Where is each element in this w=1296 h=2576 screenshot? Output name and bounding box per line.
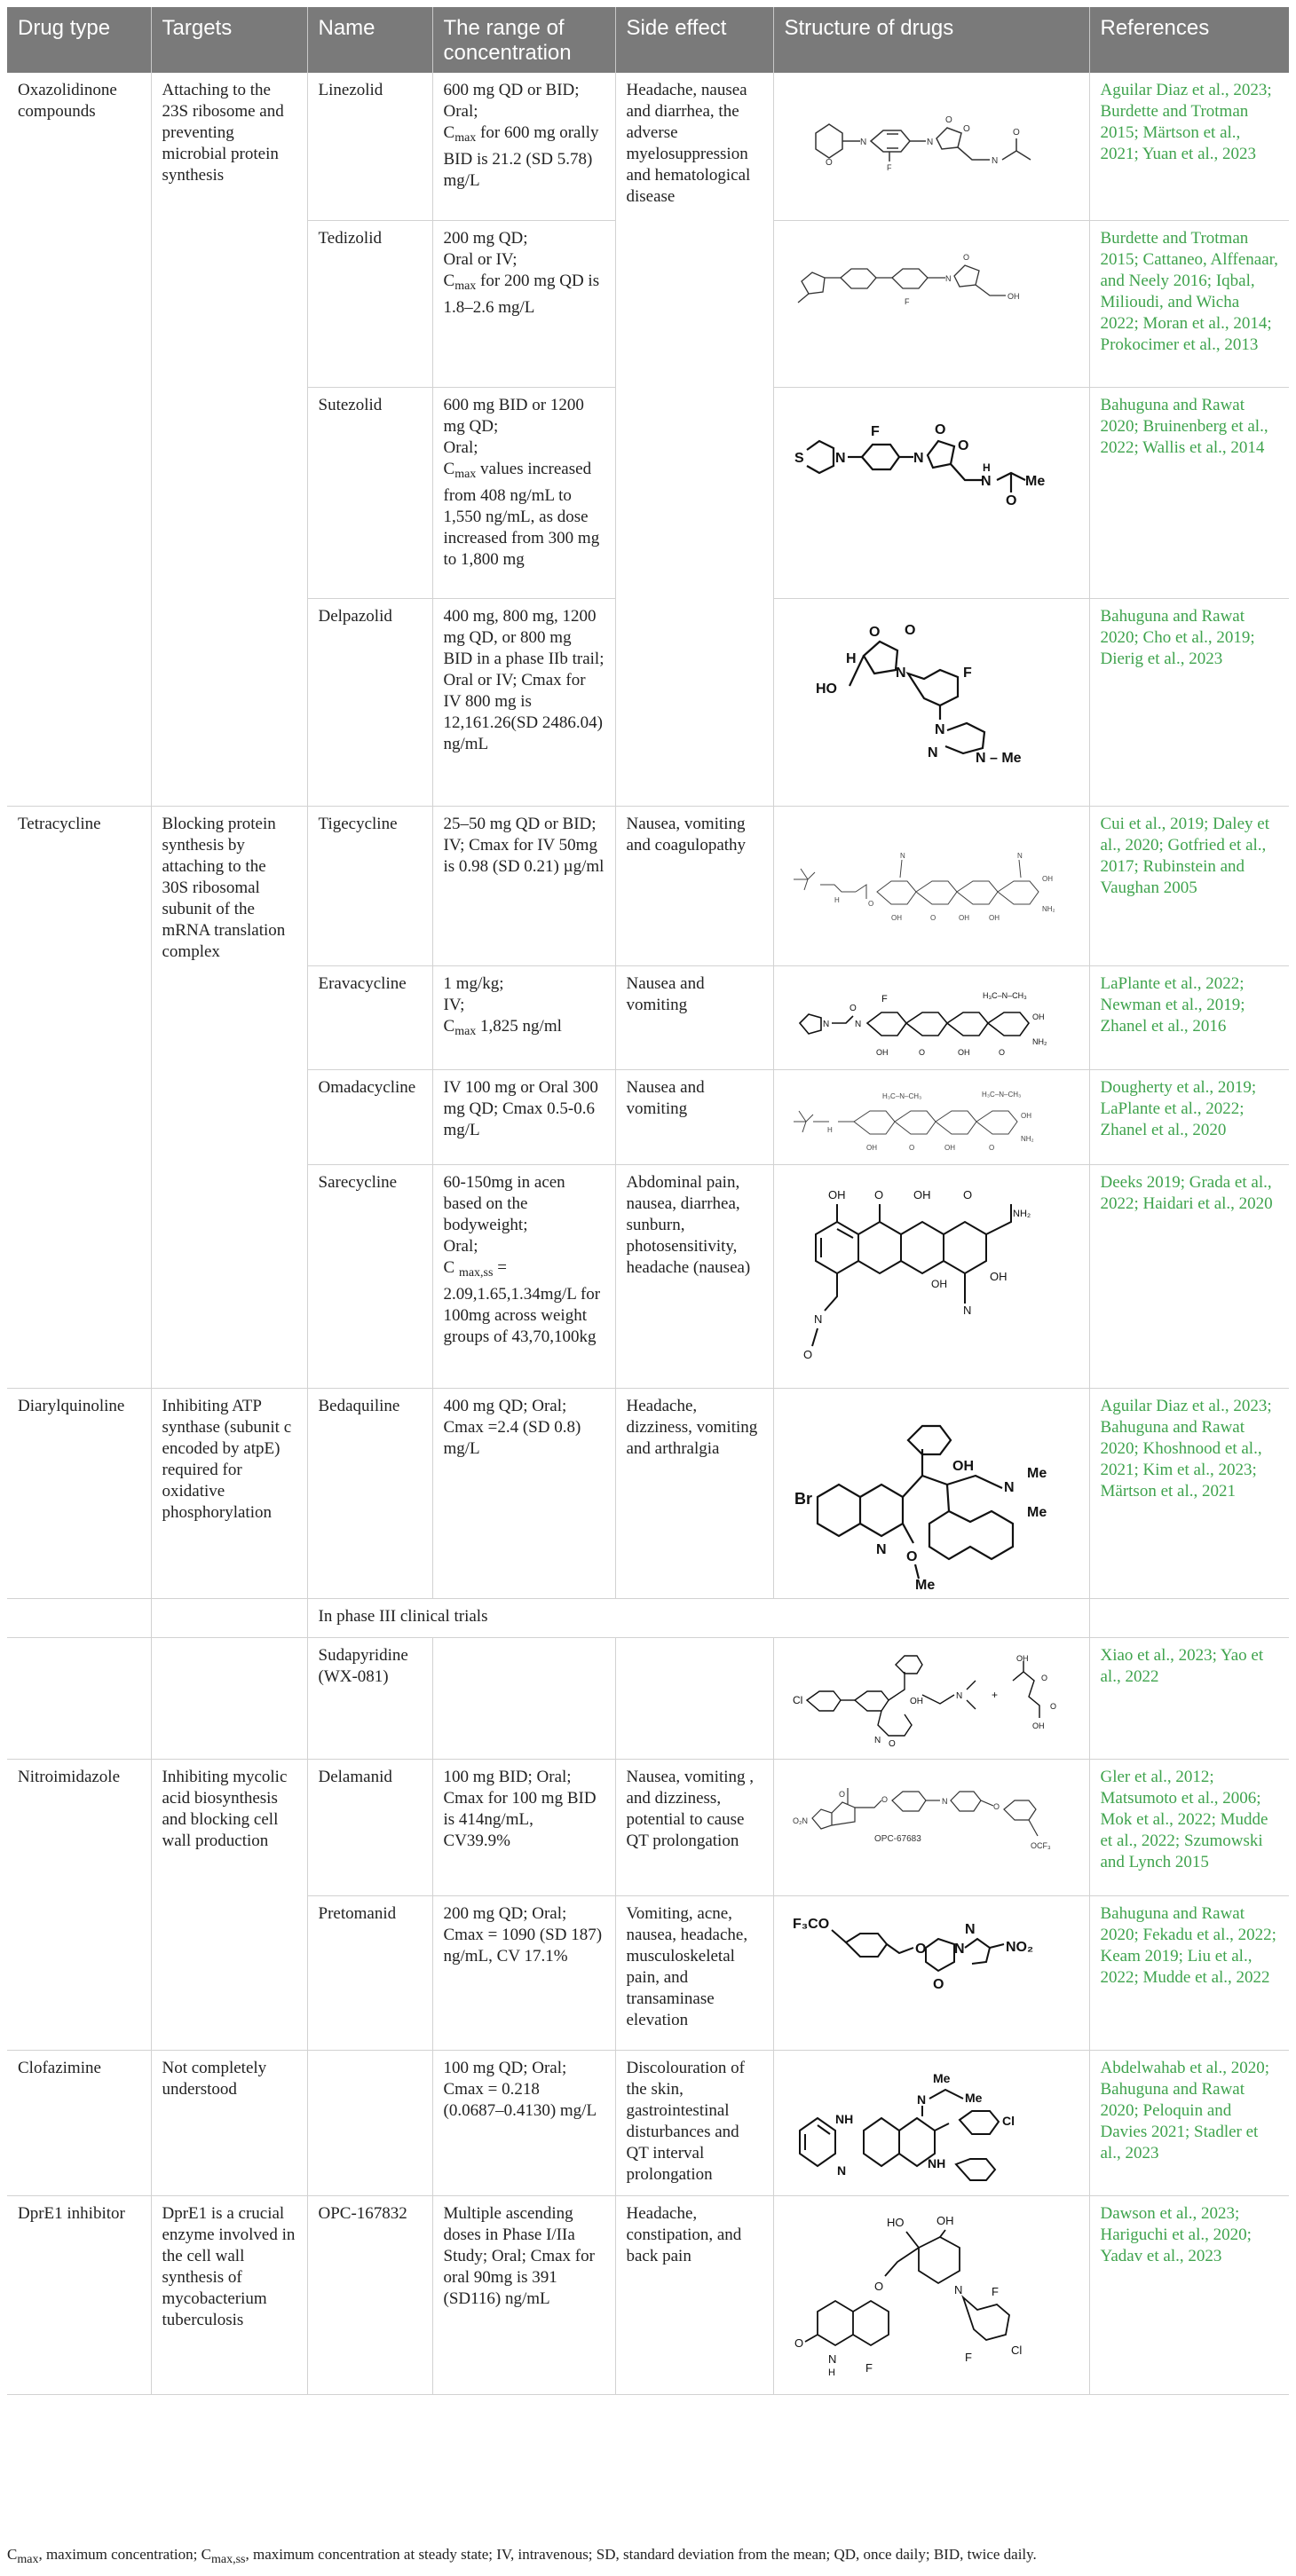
svg-text:F: F [865, 2360, 873, 2375]
side-effect-cell: Nausea and vomiting [615, 1069, 773, 1164]
svg-text:Me: Me [1027, 1465, 1047, 1481]
target-cell: Inhibiting ATP synthase (subunit c encoded by atpE) required for oxidative phosphorylation [151, 1388, 307, 1598]
svg-text:Cl: Cl [793, 1693, 803, 1706]
target-cell: Inhibiting mycolic acid biosynthesis and blocking cell wall production [151, 1759, 307, 2050]
svg-text:+: + [992, 1688, 999, 1701]
svg-text:O: O [915, 1941, 927, 1957]
svg-text:OH: OH [866, 1143, 877, 1152]
drug-name: Omadacycline [307, 1069, 432, 1164]
svg-text:F: F [881, 993, 888, 1004]
sutezolid-structure-image [789, 404, 1073, 510]
target-cell: Attaching to the 23S ribosome and preventing microbial protein synthesis [151, 73, 307, 806]
svg-text:O: O [794, 2336, 804, 2350]
svg-text:N: N [992, 156, 999, 166]
header-row [7, 7, 1289, 73]
svg-text:NH₂: NH₂ [1021, 1134, 1034, 1143]
delamanid-structure-label: OPC-67683 [874, 1833, 921, 1844]
structure-cell [773, 1164, 1089, 1388]
svg-text:OH: OH [958, 1047, 970, 1057]
drug-type-cell: Oxazolidinone compounds [7, 73, 151, 806]
svg-text:Me: Me [915, 1577, 936, 1591]
concentration-cell: 200 mg QD; Oral or IV; $C_{max}$ for 200 mg QD is 1.8–2.6 mg/L [432, 220, 615, 387]
svg-text:F: F [887, 163, 892, 172]
svg-text:OH: OH [1021, 1111, 1031, 1120]
svg-text:H₃C–N–CH₃: H₃C–N–CH₃ [882, 1091, 922, 1100]
references-cell[interactable]: Gler et al., 2012; Matsumoto et al., 2006; Mok et al., 2022; Mudde et al., 2022; Szumowski and Lynch 2015 [1089, 1759, 1289, 1895]
svg-text:N: N [954, 1941, 965, 1957]
concentration-cell: IV 100 mg or Oral 300 mg QD; Cmax 0.5-0.6 mg/L [432, 1069, 615, 1164]
svg-text:N: N [981, 473, 992, 489]
empty-cell [1089, 1598, 1289, 1637]
svg-text:O: O [993, 1801, 1000, 1811]
drug-table [7, 7, 1289, 2395]
svg-text:H: H [834, 895, 840, 904]
structure-cell [773, 806, 1089, 965]
svg-text:H₃C–N–CH₃: H₃C–N–CH₃ [982, 1090, 1022, 1099]
svg-text:NO₂: NO₂ [1006, 1939, 1034, 1955]
svg-text:O: O [874, 2279, 884, 2293]
svg-text:N: N [1004, 1479, 1015, 1495]
svg-text:O: O [881, 1794, 889, 1804]
col-header-drug-type: Drug type [7, 7, 151, 73]
svg-text:O: O [839, 1789, 846, 1799]
references-cell[interactable]: Bahuguna and Rawat 2020; Bruinenberg et al., 2022; Wallis et al., 2014 [1089, 387, 1289, 598]
svg-text:Me: Me [933, 2070, 951, 2085]
side-effect-cell: Headache, constipation, and back pain [615, 2195, 773, 2394]
concentration-cell: 200 mg QD; Oral; Cmax = 1090 (SD 187) ng/mL, CV 17.1% [432, 1895, 615, 2050]
structure-cell [773, 2050, 1089, 2195]
svg-text:O: O [958, 437, 969, 453]
svg-text:N: N [963, 1303, 972, 1317]
phase-note: In phase III clinical trials [307, 1598, 1089, 1637]
side-effect-cell: Abdominal pain, nausea, diarrhea, sunburn, photosensitivity, headache (nausea) [615, 1164, 773, 1388]
svg-text:O: O [963, 252, 970, 262]
structure-cell [773, 1759, 1089, 1895]
svg-text:Cl: Cl [1011, 2343, 1023, 2357]
concentration-cell: Multiple ascending doses in Phase I/IIa Study; Oral; Cmax for oral 90mg is 391 (SD116) ng/mL [432, 2195, 615, 2394]
svg-text:N: N [860, 138, 867, 147]
omadacycline-structure-image [785, 1086, 1078, 1157]
structure-cell [773, 73, 1089, 220]
eravacycline-structure-image [789, 982, 1073, 1062]
drug-type-cell: Nitroimidazole [7, 1759, 151, 2050]
svg-text:H₃C–N–CH₃: H₃C–N–CH₃ [983, 990, 1027, 1000]
svg-text:OH: OH [876, 1047, 889, 1057]
svg-text:O₂N: O₂N [793, 1816, 808, 1825]
svg-text:F: F [963, 665, 972, 681]
drug-name: Pretomanid [307, 1895, 432, 2050]
drug-name: Sutezolid [307, 387, 432, 598]
side-effect-cell: Discolouration of the skin, gastrointestinal disturbances and QT interval prolongation [615, 2050, 773, 2195]
svg-text:OH: OH [931, 1277, 947, 1290]
col-header-structure: Structure of drugs [773, 7, 1089, 73]
table-row [7, 806, 1289, 965]
svg-text:OH: OH [989, 913, 1000, 922]
svg-text:N: N [828, 2351, 837, 2366]
svg-text:N: N [976, 750, 986, 766]
svg-text:O: O [935, 421, 946, 437]
references-cell[interactable]: Xiao et al., 2023; Yao et al., 2022 [1089, 1637, 1289, 1759]
references-cell[interactable]: Dougherty et al., 2019; LaPlante et al., 2022; Zhanel et al., 2020 [1089, 1069, 1289, 1164]
svg-text:OH: OH [910, 1696, 923, 1706]
svg-text:HO: HO [887, 2215, 905, 2229]
svg-text:N: N [896, 665, 906, 681]
svg-text:OH: OH [936, 2213, 954, 2227]
svg-text:N: N [1017, 851, 1023, 860]
empty-cell [151, 1637, 307, 1759]
svg-text:H: H [846, 650, 857, 666]
drug-name: Delamanid [307, 1759, 432, 1895]
drug-name: Sarecycline [307, 1164, 432, 1388]
drug-name: Linezolid [307, 73, 432, 220]
svg-text:N: N [900, 851, 905, 860]
svg-text:O: O [906, 1548, 918, 1564]
svg-text:OH: OH [1008, 291, 1020, 301]
svg-text:N: N [935, 721, 945, 737]
svg-text:F₃CO: F₃CO [793, 1916, 830, 1932]
svg-text:OH: OH [952, 1458, 974, 1474]
svg-text:N: N [874, 1735, 881, 1745]
svg-text:OH: OH [990, 1269, 1008, 1283]
svg-text:O: O [999, 1047, 1006, 1057]
svg-text:H: H [828, 2367, 835, 2378]
references-cell[interactable]: Aguilar Diaz et al., 2023; Burdette and Trotman 2015; Märtson et al., 2021; Yuan et al., 2023 [1089, 73, 1289, 220]
structure-cell [773, 1388, 1089, 1598]
table-row [7, 2195, 1289, 2394]
drug-type-cell: Clofazimine [7, 2050, 151, 2195]
svg-text:NH: NH [835, 2111, 854, 2126]
svg-text:F: F [871, 423, 880, 439]
svg-text:Me: Me [965, 2090, 983, 2105]
svg-text:N: N [913, 450, 924, 466]
col-header-concentration: The range of concentration [432, 7, 615, 73]
svg-text:N: N [835, 450, 846, 466]
svg-text:O: O [850, 1003, 857, 1013]
svg-text:O: O [869, 624, 881, 640]
svg-text:– Me: – Me [990, 750, 1022, 766]
concentration-cell: 100 mg QD; Oral; Cmax = 0.218 (0.0687–0.4130) mg/L [432, 2050, 615, 2195]
svg-text:O: O [905, 622, 916, 638]
svg-text:OCF₃: OCF₃ [1031, 1840, 1051, 1850]
svg-text:N: N [928, 744, 938, 760]
svg-text:O: O [874, 1187, 884, 1201]
sudapyridine-structure-image [789, 1654, 1073, 1752]
svg-text:O: O [803, 1347, 813, 1361]
col-header-targets: Targets [151, 7, 307, 73]
svg-text:OH: OH [891, 913, 902, 922]
svg-text:N: N [954, 2282, 963, 2296]
svg-text:O: O [919, 1047, 926, 1057]
svg-text:O: O [1050, 1701, 1057, 1711]
table-row [7, 1637, 1289, 1759]
side-effect-cell: Nausea, vomiting , and dizziness, potential to cause QT prolongation [615, 1759, 773, 1895]
drug-type-cell: Diarylquinoline [7, 1388, 151, 1598]
svg-text:O: O [933, 1976, 944, 1992]
concentration-cell: 400 mg QD; Oral; Cmax =2.4 (SD 0.8) mg/L [432, 1388, 615, 1598]
side-effect-cell: Nausea, vomiting and coagulopathy [615, 806, 773, 965]
side-effect-cell: Vomiting, acne, nausea, headache, musculoskeletal pain, and transaminase elevation [615, 1895, 773, 2050]
svg-text:F: F [992, 2284, 999, 2298]
table-row [7, 2050, 1289, 2195]
svg-text:OH: OH [959, 913, 969, 922]
svg-text:O: O [930, 913, 936, 922]
references-cell[interactable]: Dawson et al., 2023; Hariguchi et al., 2020; Yadav et al., 2023 [1089, 2195, 1289, 2394]
concentration-cell: 600 mg QD or BID; Oral; $C_{max}$ for 600 mg orally BID is 21.2 (SD 5.78) mg/L [432, 73, 615, 220]
svg-text:N: N [823, 1019, 830, 1029]
svg-text:HO: HO [816, 681, 837, 697]
references-cell[interactable]: Deeks 2019; Grada et al., 2022; Haidari et al., 2020 [1089, 1164, 1289, 1388]
references-cell[interactable]: Bahuguna and Rawat 2020; Cho et al., 2019; Dierig et al., 2023 [1089, 598, 1289, 806]
concentration-cell: 400 mg, 800 mg, 1200 mg QD, or 800 mg BID in a phase IIb trail; Oral or IV; Cmax for IV 800 mg is 12,161.26(SD 2486.04) ng/mL [432, 598, 615, 806]
svg-text:F: F [905, 296, 910, 306]
linezolid-structure-image [798, 89, 1064, 186]
empty-cell [615, 1637, 773, 1759]
svg-text:N: N [814, 1312, 823, 1326]
svg-text:O: O [945, 115, 952, 125]
empty-cell [307, 2050, 432, 2195]
svg-text:O: O [1013, 128, 1020, 138]
opc-167832-structure-image [789, 2212, 1073, 2381]
drug-type-cell: DprE1 inhibitor [7, 2195, 151, 2394]
svg-text:NH₂: NH₂ [1042, 904, 1055, 913]
table-row [7, 1388, 1289, 1598]
drug-name: Tedizolid [307, 220, 432, 387]
references-cell[interactable]: Bahuguna and Rawat 2020; Fekadu et al., 2022; Keam 2019; Liu et al., 2022; Mudde et al., 2022 [1089, 1895, 1289, 2050]
svg-text:O: O [1041, 1673, 1048, 1682]
svg-text:N: N [837, 2162, 847, 2178]
svg-text:OH: OH [1032, 1012, 1045, 1021]
table-footnote: $C_{max}$, maximum concentration; $C_{max,ss}$, maximum concentration at steady state; IV, intravenous; SD, standard deviation from the mean; QD, once daily; BID, twice daily. [7, 2546, 1037, 2566]
concentration-cell: 100 mg BID; Oral; Cmax for 100 mg BID is 414ng/mL, CV39.9% [432, 1759, 615, 1895]
drug-name: Delpazolid [307, 598, 432, 806]
col-header-name: Name [307, 7, 432, 73]
svg-text:N: N [927, 138, 934, 147]
concentration-cell: 25–50 mg QD or BID; IV; Cmax for IV 50mg is 0.98 (SD 0.21) µg/ml [432, 806, 615, 965]
references-cell[interactable]: Abdelwahab et al., 2020; Bahuguna and Rawat 2020; Peloquin and Davies 2021; Stadler et al., 2023 [1089, 2050, 1289, 2195]
tedizolid-structure-image [789, 237, 1073, 335]
references-cell[interactable]: LaPlante et al., 2022; Newman et al., 2019; Zhanel et al., 2016 [1089, 965, 1289, 1069]
target-cell: Blocking protein synthesis by attaching to the 30S ribosomal subunit of the mRNA translation complex [151, 806, 307, 1388]
structure-cell [773, 965, 1089, 1069]
svg-text:N: N [956, 1690, 963, 1701]
svg-text:OH: OH [1042, 874, 1053, 883]
concentration-cell: 1 mg/kg; IV; $C_{max}$ 1,825 ng/ml [432, 965, 615, 1069]
svg-text:OH: OH [828, 1187, 846, 1201]
table-row [7, 1759, 1289, 1895]
empty-cell [151, 1598, 307, 1637]
svg-text:NH₂: NH₂ [1032, 1036, 1047, 1046]
side-effect-cell: Nausea and vomiting [615, 965, 773, 1069]
clofazimine-structure-image [789, 2067, 1073, 2182]
drug-name: OPC-167832 [307, 2195, 432, 2394]
svg-text:H: H [827, 1125, 833, 1134]
svg-text:N: N [855, 1019, 862, 1029]
delamanid-structure-image [789, 1776, 1073, 1873]
svg-text:O: O [826, 158, 833, 168]
structure-cell [773, 2195, 1089, 2394]
svg-text:O: O [868, 899, 874, 908]
structure-cell [773, 387, 1089, 598]
references-cell[interactable]: Aguilar Diaz et al., 2023; Bahuguna and Rawat 2020; Khoshnood et al., 2021; Kim et al., 2023; Märtson et al., 2021 [1089, 1388, 1289, 1598]
structure-cell [773, 1895, 1089, 2050]
svg-text:N: N [942, 1796, 948, 1806]
pretomanid-structure-image [789, 1912, 1073, 2001]
svg-text:Me: Me [1025, 473, 1046, 489]
table-row [7, 1598, 1289, 1637]
svg-text:N: N [945, 273, 952, 283]
svg-text:Me: Me [1027, 1504, 1047, 1520]
svg-text:Cl: Cl [1002, 2113, 1015, 2128]
references-cell[interactable]: Cui et al., 2019; Daley et al., 2020; Gotfried et al., 2017; Rubinstein and Vaughan 2005 [1089, 806, 1289, 965]
svg-text:NH: NH [928, 2155, 946, 2170]
structure-cell [773, 220, 1089, 387]
concentration-cell: 600 mg BID or 1200 mg QD; Oral; $C_{max}$ values increased from 408 ng/mL to 1,550 ng/mL, as dose increased from 300 mg to 1,800 mg [432, 387, 615, 598]
drug-type-cell: Tetracycline [7, 806, 151, 1388]
svg-text:O: O [989, 1143, 995, 1152]
svg-text:O: O [889, 1738, 896, 1749]
empty-cell [432, 1637, 615, 1759]
side-effect-cell: Headache, nausea and diarrhea, the adverse myelosuppression and hematological disease [615, 73, 773, 806]
empty-cell [7, 1598, 151, 1637]
svg-text:F: F [965, 2350, 972, 2364]
svg-text:Br: Br [794, 1489, 813, 1508]
col-header-references: References [1089, 7, 1289, 73]
drug-name: Sudapyridine (WX-081) [307, 1637, 432, 1759]
side-effect-cell: Headache, dizziness, vomiting and arthralgia [615, 1388, 773, 1598]
drug-name: Eravacycline [307, 965, 432, 1069]
structure-cell [773, 1637, 1089, 1759]
delpazolid-structure-image [798, 615, 1064, 766]
svg-text:O: O [909, 1143, 915, 1152]
svg-text:S: S [794, 450, 804, 466]
references-cell[interactable]: Burdette and Trotman 2015; Cattaneo, Alffenaar, and Neely 2016; Iqbal, Milioudi, and Wicha 2022; Moran et al., 2014; Prokocimer et al., 2013 [1089, 220, 1289, 387]
sarecycline-structure-image [789, 1181, 1073, 1376]
svg-text:N: N [965, 1921, 976, 1937]
drug-name: Bedaquiline [307, 1388, 432, 1598]
target-cell: DprE1 is a crucial enzyme involved in the cell wall synthesis of mycobacterium tuberculosis [151, 2195, 307, 2394]
svg-text:OH: OH [1016, 1653, 1029, 1663]
svg-text:OH: OH [1032, 1721, 1045, 1730]
empty-cell [7, 1637, 151, 1759]
col-header-side-effect: Side effect [615, 7, 773, 73]
table-row [7, 73, 1289, 220]
bedaquiline-structure-image [789, 1405, 1073, 1591]
svg-text:O: O [963, 124, 970, 134]
structure-cell [773, 1069, 1089, 1164]
svg-text:H: H [983, 461, 991, 474]
svg-text:N: N [876, 1541, 887, 1557]
svg-text:N: N [917, 2092, 927, 2107]
drug-name: Tigecycline [307, 806, 432, 965]
concentration-cell: 60-150mg in acen based on the bodyweight; Oral; C $_{max,ss}$ = 2.09,1.65,1.34mg/L for 100mg across weight groups of 43,70,100kg [432, 1164, 615, 1388]
svg-text:O: O [963, 1187, 973, 1201]
svg-text:OH: OH [944, 1143, 955, 1152]
svg-text:NH₂: NH₂ [1013, 1208, 1031, 1219]
tigecycline-structure-image [785, 823, 1078, 929]
svg-text:O: O [1006, 492, 1017, 508]
target-cell: Not completely understood [151, 2050, 307, 2195]
svg-text:OH: OH [913, 1187, 931, 1201]
structure-cell [773, 598, 1089, 806]
